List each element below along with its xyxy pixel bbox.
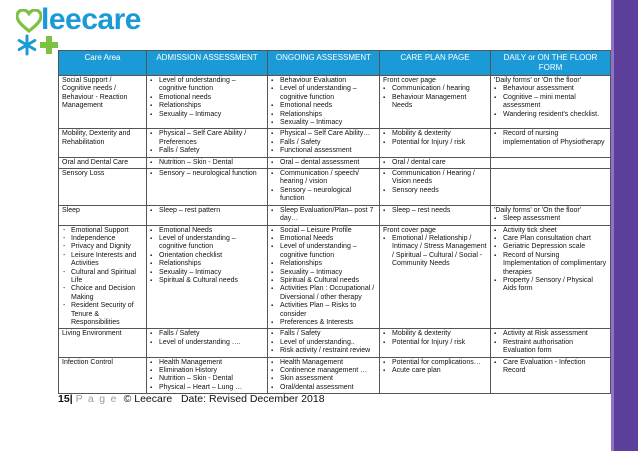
list-item: - Cultural and Spiritual Life bbox=[62, 269, 143, 286]
brand-wordmark: leecare bbox=[41, 3, 141, 36]
list-item: ▪ Preferences & Interests bbox=[271, 319, 376, 327]
list-item: ▪ Activities Plan – Risks to consider bbox=[271, 302, 376, 319]
list-item: - Emotional Support bbox=[62, 227, 143, 235]
daily-form-cell bbox=[491, 357, 611, 394]
admission-cell bbox=[147, 157, 268, 168]
leecare-logo bbox=[14, 4, 184, 48]
list-item: - Choice and Decision Making bbox=[62, 285, 143, 302]
list-item: ▪ Relationships bbox=[271, 260, 376, 268]
list-item: ▪ Sexuality – Intimacy bbox=[271, 269, 376, 277]
list-item: ▪ Relationships bbox=[150, 260, 264, 268]
list-item: ▪ Level of understanding …. bbox=[150, 339, 264, 347]
list-item: ▪ Property / Sensory / Physical Aids form bbox=[494, 277, 607, 294]
list-item: ▪ Spiritual & Cultural needs bbox=[271, 277, 376, 285]
list-item: - Leisure Interests and Activities bbox=[62, 252, 143, 269]
list-item: ▪ Falls / Safety bbox=[150, 147, 264, 155]
plus-cross-icon bbox=[39, 35, 59, 55]
list-item: ▪ Sleep Evaluation/Plan– post 7 day… bbox=[271, 207, 376, 224]
table-row bbox=[59, 357, 611, 394]
care-plan-cell bbox=[380, 205, 491, 225]
decorative-side-bar bbox=[614, 0, 638, 451]
care-area-cell: Sleep bbox=[59, 205, 147, 225]
list-item: ▪ Record of Nursing Implementation of complimentary therapies bbox=[494, 252, 607, 277]
list-item: ▪ Sexuality – Intimacy bbox=[271, 119, 376, 127]
snowflake-icon bbox=[16, 34, 38, 56]
daily-form-cell bbox=[491, 157, 611, 168]
list-item: ▪ Sensory – neurological function bbox=[150, 170, 264, 178]
list-item: ▪ Communication / speech/ hearing / vision bbox=[271, 170, 376, 187]
table-row bbox=[59, 169, 611, 206]
table-row bbox=[59, 157, 611, 168]
ongoing-cell bbox=[268, 76, 380, 129]
ongoing-cell bbox=[268, 225, 380, 329]
column-header: DAILY or ON THE FLOOR FORM bbox=[491, 51, 611, 76]
list-item: ▪ Orientation checklist bbox=[150, 252, 264, 260]
list-item: ▪ Level of understanding.. bbox=[271, 339, 376, 347]
care-plan-cell bbox=[380, 157, 491, 168]
list-item: ▪ Risk activity / restraint review bbox=[271, 347, 376, 355]
list-item: ▪ Potential for Injury / risk bbox=[383, 339, 487, 347]
list-item: ▪ Falls / Safety bbox=[271, 330, 376, 338]
care-plan-cell bbox=[380, 329, 491, 357]
list-item: ▪ Geriatric Depression scale bbox=[494, 243, 607, 251]
list-item: ▪ Care Plan consultation chart bbox=[494, 235, 607, 243]
care-documentation-table bbox=[58, 50, 611, 394]
admission-cell bbox=[147, 225, 268, 329]
admission-cell bbox=[147, 129, 268, 157]
list-item: ▪ Physical – Heart – Lung … bbox=[150, 384, 264, 392]
list-item: ▪ Emotional needs bbox=[150, 94, 264, 102]
care-area-cell: Oral and Dental Care bbox=[59, 157, 147, 168]
list-item: ▪ Relationships bbox=[150, 102, 264, 110]
page-number: 15 bbox=[58, 393, 70, 405]
list-item: ▪ Record of nursing implementation of Physiotherapy bbox=[494, 130, 607, 147]
list-item: ▪ Level of understanding – cognitive function bbox=[150, 77, 264, 94]
table-row bbox=[59, 225, 611, 329]
column-header: ONGOING ASSESSMENT bbox=[268, 51, 380, 76]
list-item: ▪ Health Management bbox=[271, 359, 376, 367]
care-plan-cell bbox=[380, 129, 491, 157]
admission-cell bbox=[147, 329, 268, 357]
list-item: ▪ Activity at Risk assessment bbox=[494, 330, 607, 338]
daily-form-cell bbox=[491, 225, 611, 329]
list-item: ▪ Care Evaluation - Infection Record bbox=[494, 359, 607, 376]
list-item: ▪ Nutrition – Skin - Dental bbox=[150, 159, 264, 167]
care-plan-cell bbox=[380, 357, 491, 394]
page-footer bbox=[58, 393, 325, 405]
daily-form-cell bbox=[491, 169, 611, 206]
list-item: ▪ Oral – dental assessment bbox=[271, 159, 376, 167]
ongoing-cell bbox=[268, 357, 380, 394]
column-header: CARE PLAN PAGE bbox=[380, 51, 491, 76]
revision-date: Date: Revised December 2018 bbox=[180, 393, 325, 405]
list-item: ▪ Sexuality – Intimacy bbox=[150, 269, 264, 277]
list-item: ▪ Level of understanding – cognitive function bbox=[271, 243, 376, 260]
care-area-cell: Sensory Loss bbox=[59, 169, 147, 206]
admission-cell bbox=[147, 169, 268, 206]
list-item: ▪ Acute care plan bbox=[383, 367, 487, 375]
list-item: ▪ Sleep – rest pattern bbox=[150, 207, 264, 215]
list-item: ▪ Cognitive – mini mental assessment bbox=[494, 94, 607, 111]
list-item: ▪ Relationships bbox=[271, 111, 376, 119]
list-item: ▪ Emotional needs bbox=[271, 102, 376, 110]
list-item: ▪ Activities Plan : Occupational / Diversional / other therapy bbox=[271, 285, 376, 302]
ongoing-cell bbox=[268, 157, 380, 168]
table-row bbox=[59, 329, 611, 357]
ongoing-cell bbox=[268, 129, 380, 157]
list-item: ▪ Spiritual & Cultural needs bbox=[150, 277, 264, 285]
list-item: ▪ Wandering resident's checklist. bbox=[494, 111, 607, 119]
care-area-cell: Social Support / Cognitive needs / Behaviour - Reaction Management bbox=[59, 76, 147, 129]
list-item: ▪ Behaviour assessment bbox=[494, 85, 607, 93]
list-item: ▪ Mobility & dexterity bbox=[383, 330, 487, 338]
care-area-cell bbox=[59, 225, 147, 329]
list-item: ▪ Potential for complications… bbox=[383, 359, 487, 367]
list-item: ▪ Physical – Self Care Ability… bbox=[271, 130, 376, 138]
list-item: ▪ Level of understanding – cognitive function bbox=[271, 85, 376, 102]
copyright-text: © Leecare bbox=[123, 393, 173, 405]
table-row bbox=[59, 129, 611, 157]
list-item: ▪ Nutrition – Skin - Dental bbox=[150, 375, 264, 383]
admission-cell bbox=[147, 76, 268, 129]
list-item: ▪ Sleep assessment bbox=[494, 215, 607, 223]
care-plan-cell bbox=[380, 169, 491, 206]
column-header: ADMISSION ASSESSMENT bbox=[147, 51, 268, 76]
daily-form-cell: 'Daily forms' or 'On the floor' ▪ Behaviour assessment ▪ Cognitive – mini mental assessment ▪ Wandering resident's checklist. bbox=[491, 76, 611, 129]
list-item: ▪ Behaviour Evaluation bbox=[271, 77, 376, 85]
ongoing-cell bbox=[268, 169, 380, 206]
list-item: ▪ Functional assessment bbox=[271, 147, 376, 155]
list-item: ▪ Behaviour Management Needs bbox=[383, 94, 487, 111]
list-item: ▪ Falls / Safety bbox=[271, 139, 376, 147]
care-area-cell: Living Environment bbox=[59, 329, 147, 357]
list-item: ▪ Sleep – rest needs bbox=[383, 207, 487, 215]
list-item: ▪ Oral/dental assessment bbox=[271, 384, 376, 392]
list-item: ▪ Continence management … bbox=[271, 367, 376, 375]
page-word: P a g e bbox=[75, 393, 118, 405]
care-plan-cell: Front cover page ▪ Emotional / Relationship / Intimacy / Stress Management / Spiritual – Cultural / Social - Community Needs bbox=[380, 225, 491, 329]
list-item: ▪ Restraint authorisation Evaluation form bbox=[494, 339, 607, 356]
footer-separator: | bbox=[69, 393, 73, 405]
daily-form-cell bbox=[491, 129, 611, 157]
column-header: Care Area bbox=[59, 51, 147, 76]
care-plan-cell: Front cover page ▪ Communication / hearing ▪ Behaviour Management Needs bbox=[380, 76, 491, 129]
heart-icon bbox=[16, 9, 42, 33]
list-item: ▪ Social – Leisure Profile bbox=[271, 227, 376, 235]
list-item: - Privacy and Dignity bbox=[62, 243, 143, 251]
care-area-cell: Mobility, Dexterity and Rehabilitation bbox=[59, 129, 147, 157]
list-item: - Resident Security of Tenure & Responsibilities bbox=[62, 302, 143, 327]
list-item: ▪ Oral / dental care bbox=[383, 159, 487, 167]
list-item: ▪ Sensory – neurological function bbox=[271, 187, 376, 204]
list-item: ▪ Health Management bbox=[150, 359, 264, 367]
list-item: ▪ Sensory needs bbox=[383, 187, 487, 195]
list-item: - Independence bbox=[62, 235, 143, 243]
care-area-cell: Infection Control bbox=[59, 357, 147, 394]
daily-form-cell bbox=[491, 329, 611, 357]
list-item: ▪ Emotional Needs bbox=[271, 235, 376, 243]
admission-cell bbox=[147, 357, 268, 394]
table-header-row bbox=[59, 51, 611, 76]
list-item: ▪ Emotional Needs bbox=[150, 227, 264, 235]
list-item: ▪ Communication / Hearing / Vision needs bbox=[383, 170, 487, 187]
admission-cell bbox=[147, 205, 268, 225]
list-item: ▪ Skin assessment bbox=[271, 375, 376, 383]
list-item: ▪ Physical – Self Care Ability / Preferences bbox=[150, 130, 264, 147]
list-item: ▪ Potential for Injury / risk bbox=[383, 139, 487, 147]
ongoing-cell bbox=[268, 329, 380, 357]
list-item: ▪ Sexuality – Intimacy bbox=[150, 111, 264, 119]
list-item: ▪ Elimination History bbox=[150, 367, 264, 375]
list-item: ▪ Falls / Safety bbox=[150, 330, 264, 338]
list-item: ▪ Communication / hearing bbox=[383, 85, 487, 93]
list-item: ▪ Level of understanding – cognitive function bbox=[150, 235, 264, 252]
list-item: ▪ Emotional / Relationship / Intimacy / Stress Management / Spiritual – Cultural / Social - Community Needs bbox=[383, 235, 487, 269]
daily-form-cell: 'Daily forms' or 'On the floor' ▪ Sleep assessment bbox=[491, 205, 611, 225]
ongoing-cell bbox=[268, 205, 380, 225]
list-item: ▪ Mobility & dexterity bbox=[383, 130, 487, 138]
table-row bbox=[59, 205, 611, 225]
list-item: ▪ Activity tick sheet bbox=[494, 227, 607, 235]
table-row bbox=[59, 76, 611, 129]
